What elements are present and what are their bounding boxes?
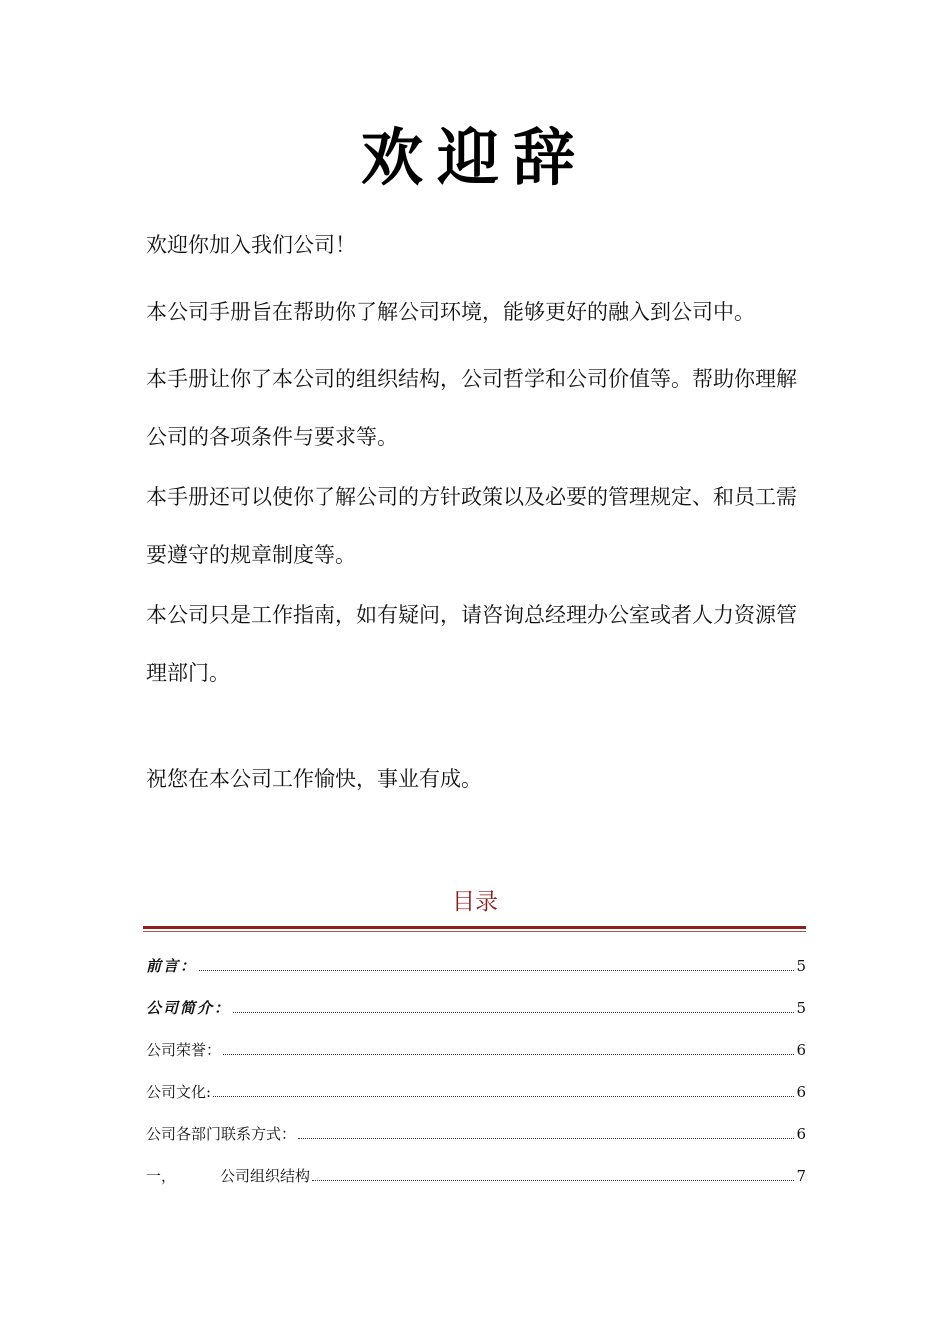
toc-page-number: 5: [796, 957, 806, 975]
toc-entry-contacts[interactable]: [146, 1120, 806, 1144]
toc-leader-dots: [223, 1053, 794, 1055]
toc-entry-company-intro[interactable]: [146, 994, 806, 1018]
toc-entry-numbering: 一，: [146, 1167, 177, 1185]
toc-entry-label: 前言：: [146, 957, 198, 975]
toc-entry-culture[interactable]: [146, 1078, 806, 1102]
paragraph-welcome: 欢迎你加入我们公司！: [146, 233, 356, 257]
toc-leader-dots: [312, 1179, 794, 1181]
toc-divider: [143, 926, 806, 932]
toc-entry-label: 公司文化:: [146, 1083, 212, 1101]
toc-page-number: 6: [796, 1041, 806, 1059]
toc-leader-dots: [199, 969, 794, 971]
toc-entry-preface[interactable]: [146, 952, 806, 976]
toc-leader-dots: [213, 1095, 794, 1097]
toc-entry-label: 公司简介：: [146, 999, 232, 1017]
toc-page-number: 5: [796, 999, 806, 1017]
page-title: 欢迎辞: [360, 121, 589, 194]
toc-entry-label: 公司组织结构: [220, 1167, 311, 1185]
paragraph-structure: 本手册让你了本公司的组织结构，公司哲学和公司价值等。帮助你理解公司的各项条件与要求等。: [146, 367, 797, 449]
toc-entry-org-structure[interactable]: [146, 1162, 806, 1186]
paragraph-closing: 祝您在本公司工作愉快，事业有成。: [146, 767, 482, 791]
toc-entry-honors[interactable]: [146, 1036, 806, 1060]
toc-page-number: 7: [796, 1167, 806, 1185]
paragraph-purpose: 本公司手册旨在帮助你了解公司环境，能够更好的融入到公司中。: [146, 300, 755, 324]
toc-entry-label: 公司各部门联系方式：: [146, 1125, 297, 1143]
paragraph-policies: 本手册还可以使你了解公司的方针政策以及必要的管理规定、和员工需要遵守的规章制度等。: [146, 485, 797, 567]
toc-page-number: 6: [796, 1083, 806, 1101]
paragraph-guide: 本公司只是工作指南，如有疑问，请咨询总经理办公室或者人力资源管理部门。: [146, 603, 797, 685]
toc-leader-dots: [298, 1137, 794, 1139]
toc-title: 目录: [452, 889, 498, 915]
toc-leader-dots: [233, 1011, 794, 1013]
toc-page-number: 6: [796, 1125, 806, 1143]
toc-entry-label: 公司荣誉：: [146, 1041, 222, 1059]
